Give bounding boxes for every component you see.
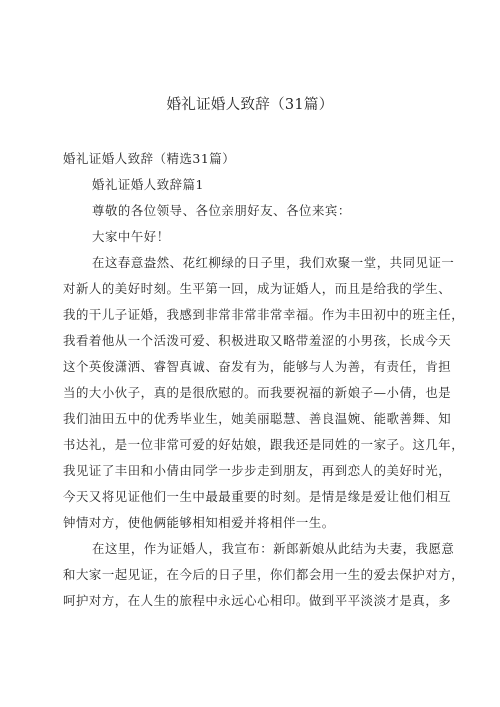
- paragraph-line: 这个英俊潇洒、睿智真诚、奋发有为，能够与人为善，有责任，肯担: [63, 359, 452, 374]
- paragraph-line: 书达礼，是一位非常可爱的好姑娘，跟我还是同姓的一家子。这几年，: [63, 437, 465, 452]
- section-heading: 婚礼证婚人致辞篇1: [92, 177, 204, 192]
- paragraph-line: 和大家一起见证，在今后的日子里，你们都会用一生的爱去保护对方，: [63, 567, 465, 582]
- greeting-line: 大家中午好！: [92, 229, 170, 244]
- paragraph-line: 我的干儿子证婚，我感到非常非常非常幸福。作为丰田初中的班主任，: [63, 307, 465, 322]
- paragraph-line: 我见证了丰田和小倩由同学一步步走到朋友，再到恋人的美好时光，: [63, 463, 452, 478]
- paragraph-line: 在这里，作为证婚人，我宣布：新郎新娘从此结为夫妻，我愿意: [92, 541, 455, 556]
- paragraph-line: 呵护对方，在人生的旅程中永远心心相印。做到平平淡淡才是真，多: [63, 593, 452, 608]
- paragraph-line: 我们油田五中的优秀毕业生，她美丽聪慧、善良温婉、能歌善舞、知: [63, 411, 452, 426]
- paragraph-line: 当的大小伙子，真的是很欣慰的。而我要祝福的新娘子—小倩，也是: [63, 385, 452, 400]
- subtitle-line: 婚礼证婚人致辞（精选31篇）: [63, 151, 236, 166]
- paragraph-line: 在这春意盎然、花红柳绿的日子里，我们欢聚一堂，共同见证一: [92, 255, 455, 270]
- document-title: 婚礼证婚人致辞（31篇）: [166, 97, 334, 113]
- paragraph-line: 今天又将见证他们一生中最最重要的时刻。是情是缘是爱让他们相互: [63, 489, 452, 504]
- paragraph-line: 我看着他从一个活泼可爱、积极进取又略带羞涩的小男孩，长成今天: [63, 333, 452, 348]
- paragraph-line: 对新人的美好时刻。生平第一回，成为证婚人，而且是给我的学生、: [63, 281, 452, 296]
- salutation-line: 尊敬的各位领导、各位亲朋好友、各位来宾：: [92, 203, 351, 218]
- paragraph-line: 钟情对方，使他俩能够相知相爱并将相伴一生。: [63, 515, 335, 530]
